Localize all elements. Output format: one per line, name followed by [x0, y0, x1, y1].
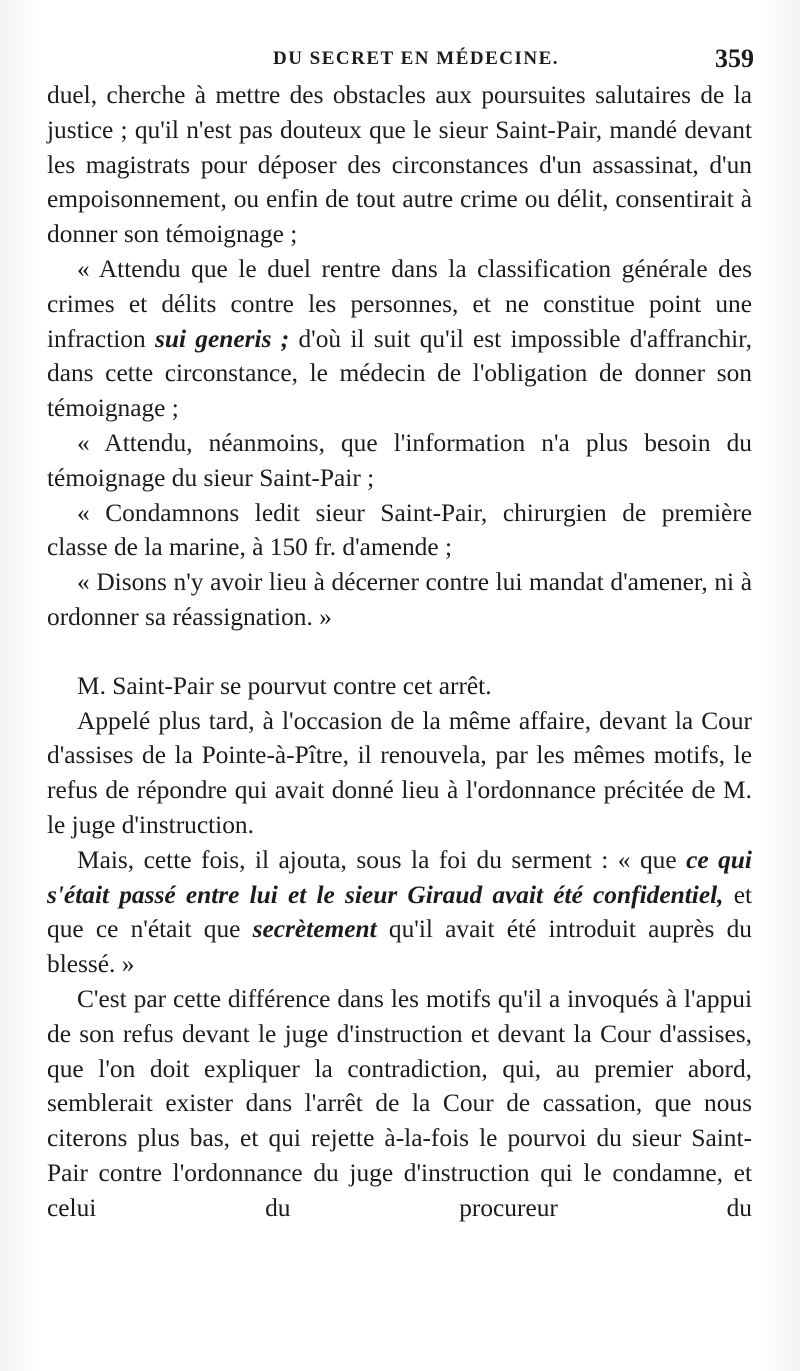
paragraph-6 [47, 669, 752, 704]
paragraph-2-text-a: « Attendu que le duel rentre dans la classification générale des crimes et délits contre les personnes, et ne constitue point une infraction [47, 254, 752, 353]
paragraph-4 [47, 496, 752, 566]
quoted-testimony: ce qui s'était passé entre lui et le sieur Giraud avait été confidentiel, [47, 845, 752, 909]
paragraph-2-text-b: d'où il suit qu'il est impossible d'affranchir, dans cette circonstance, le médecin de l'obligation de donner son témoignage ; [47, 324, 752, 423]
paragraph-5 [47, 565, 752, 635]
running-title: DU SECRET EN MÉDECINE. [272, 48, 560, 69]
paragraph-7-text: Appelé plus tard, à l'occasion de la même affaire, devant la Cour d'assises de la Pointe-à-Pître, il renouvela, par les mêmes motifs, le refus de répondre qui avait donné lieu à l'ordonnance précitée de M. le juge d'instruction. [47, 706, 752, 839]
page-text [47, 78, 752, 1226]
page-number: 359 [715, 44, 754, 73]
paragraph-3 [47, 426, 752, 496]
running-head [78, 44, 754, 80]
paragraph-1 [47, 78, 752, 252]
paragraph-8-text-c: qu'il avait été introduit auprès du blessé. » [47, 915, 752, 979]
paragraph-8-text-b: et que ce n'était que [47, 880, 753, 944]
paragraph-5-text: « Disons n'y avoir lieu à décerner contre lui mandat d'amener, ni à ordonner sa réassignation. » [47, 568, 752, 631]
paragraph-9 [47, 982, 752, 1226]
paragraph-7 [47, 704, 752, 843]
paragraph-8-text-a: Mais, cette fois, il ajouta, sous la foi du serment : « que [77, 845, 687, 874]
paragraph-4-text: « Condamnons ledit sieur Saint-Pair, chirurgien de première classe de la marine, à 150 fr. d'amende ; [47, 498, 752, 562]
paragraph-2 [47, 252, 752, 426]
paragraph-6-text: M. Saint-Pair se pourvut contre cet arrêt. [77, 671, 492, 700]
emphasized-word: secrètement [252, 915, 377, 944]
paragraph-9-text: C'est par cette différence dans les motifs qu'il a invoqués à l'appui de son refus devant le juge d'instruction et devant la Cour d'assises, que l'on doit expliquer la contradiction, qui, au premier abord, semblerait exister dans l'arrêt de la Cour de cassation, que nous citerons plus bas, et qui rejette à-la-fois le pourvoi du sieur Saint-Pair contre l'ordonnance du juge d'instruction qui le condamne, et celui du procureur du [47, 984, 752, 1222]
paragraph-8 [47, 843, 752, 982]
paragraph-3-text: « Attendu, néanmoins, que l'information n'a plus besoin du témoignage du sieur Saint-Pair ; [47, 428, 752, 492]
latin-phrase: sui generis ; [154, 324, 290, 353]
paragraph-1-text: duel, cherche à mettre des obstacles aux poursuites salutaires de la justice ; qu'il n'est pas douteux que le sieur Saint-Pair, mandé devant les magistrats pour déposer des circonstances d'un assassinat, d'un empoisonnement, ou enfin de tout autre crime ou délit, consentirait à donner son témoignage ; [47, 81, 752, 249]
